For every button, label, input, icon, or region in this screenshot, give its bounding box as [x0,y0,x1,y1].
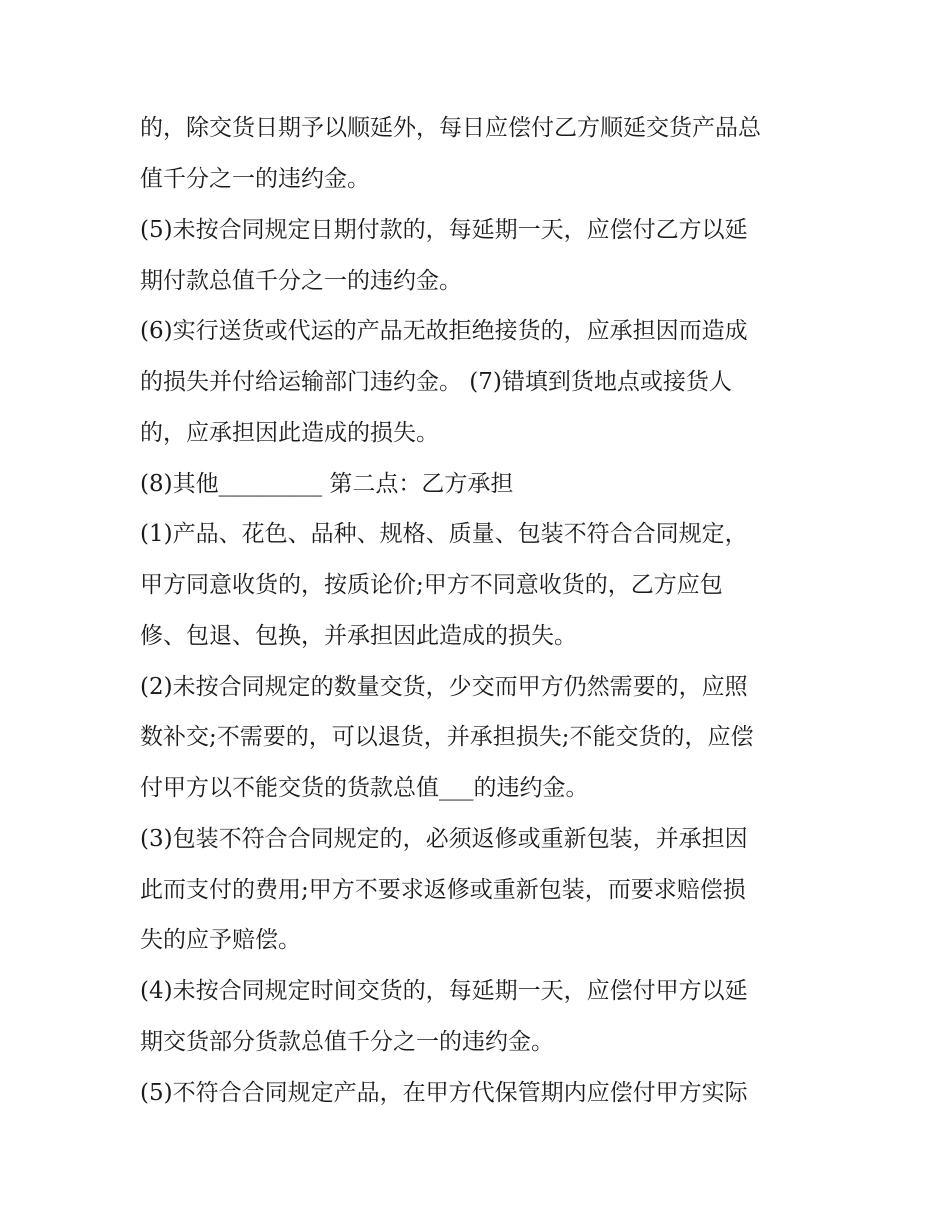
text-line: (4)未按合同规定时间交货的，每延期一天，应偿付甲方以延 [140,978,748,1004]
text-line: 此而支付的费用;甲方不要求返修或重新包装，而要求赔偿损 [140,877,746,903]
text-line: (5)不符合合同规定产品，在甲方代保管期内应偿付甲方实际 [140,1080,748,1106]
text-line: (5)未按合同规定日期付款的，每延期一天，应偿付乙方以延 [140,217,748,243]
text-line: 值千分之一的违约金。 [140,166,370,192]
text-line: (8)其他_________ 第二点：乙方承担 [140,471,514,497]
text-line: 的，应承担因此造成的损失。 [140,420,439,446]
text-line: 修、包退、包换，并承担因此造成的损失。 [140,623,577,649]
text-line: 期交货部分货款总值千分之一的违约金。 [140,1029,554,1055]
text-line: (3)包装不符合合同规定的，必须返修或重新包装，并承担因 [140,826,748,852]
text-line: 期付款总值千分之一的违约金。 [140,268,462,294]
text-line: (2)未按合同规定的数量交货，少交而甲方仍然需要的，应照 [140,674,748,700]
text-line: 失的应予赔偿。 [140,927,301,953]
text-line: 付甲方以不能交货的货款总值___的违约金。 [140,775,589,801]
text-line: 数补交;不需要的，可以退货，并承担损失;不能交货的，应偿 [140,724,754,750]
text-line: 的损失并付给运输部门违约金。 (7)错填到货地点或接货人 [140,369,732,395]
text-line: (6)实行送货或代运的产品无故拒绝接货的，应承担因而造成 [140,318,748,344]
text-line: (1)产品、花色、品种、规格、质量、包装不符合合同规定， [140,521,748,547]
text-line: 的，除交货日期予以顺延外，每日应偿付乙方顺延交货产品总 [140,115,761,141]
text-line: 甲方同意收货的，按质论价;甲方不同意收货的，乙方应包 [140,572,723,598]
